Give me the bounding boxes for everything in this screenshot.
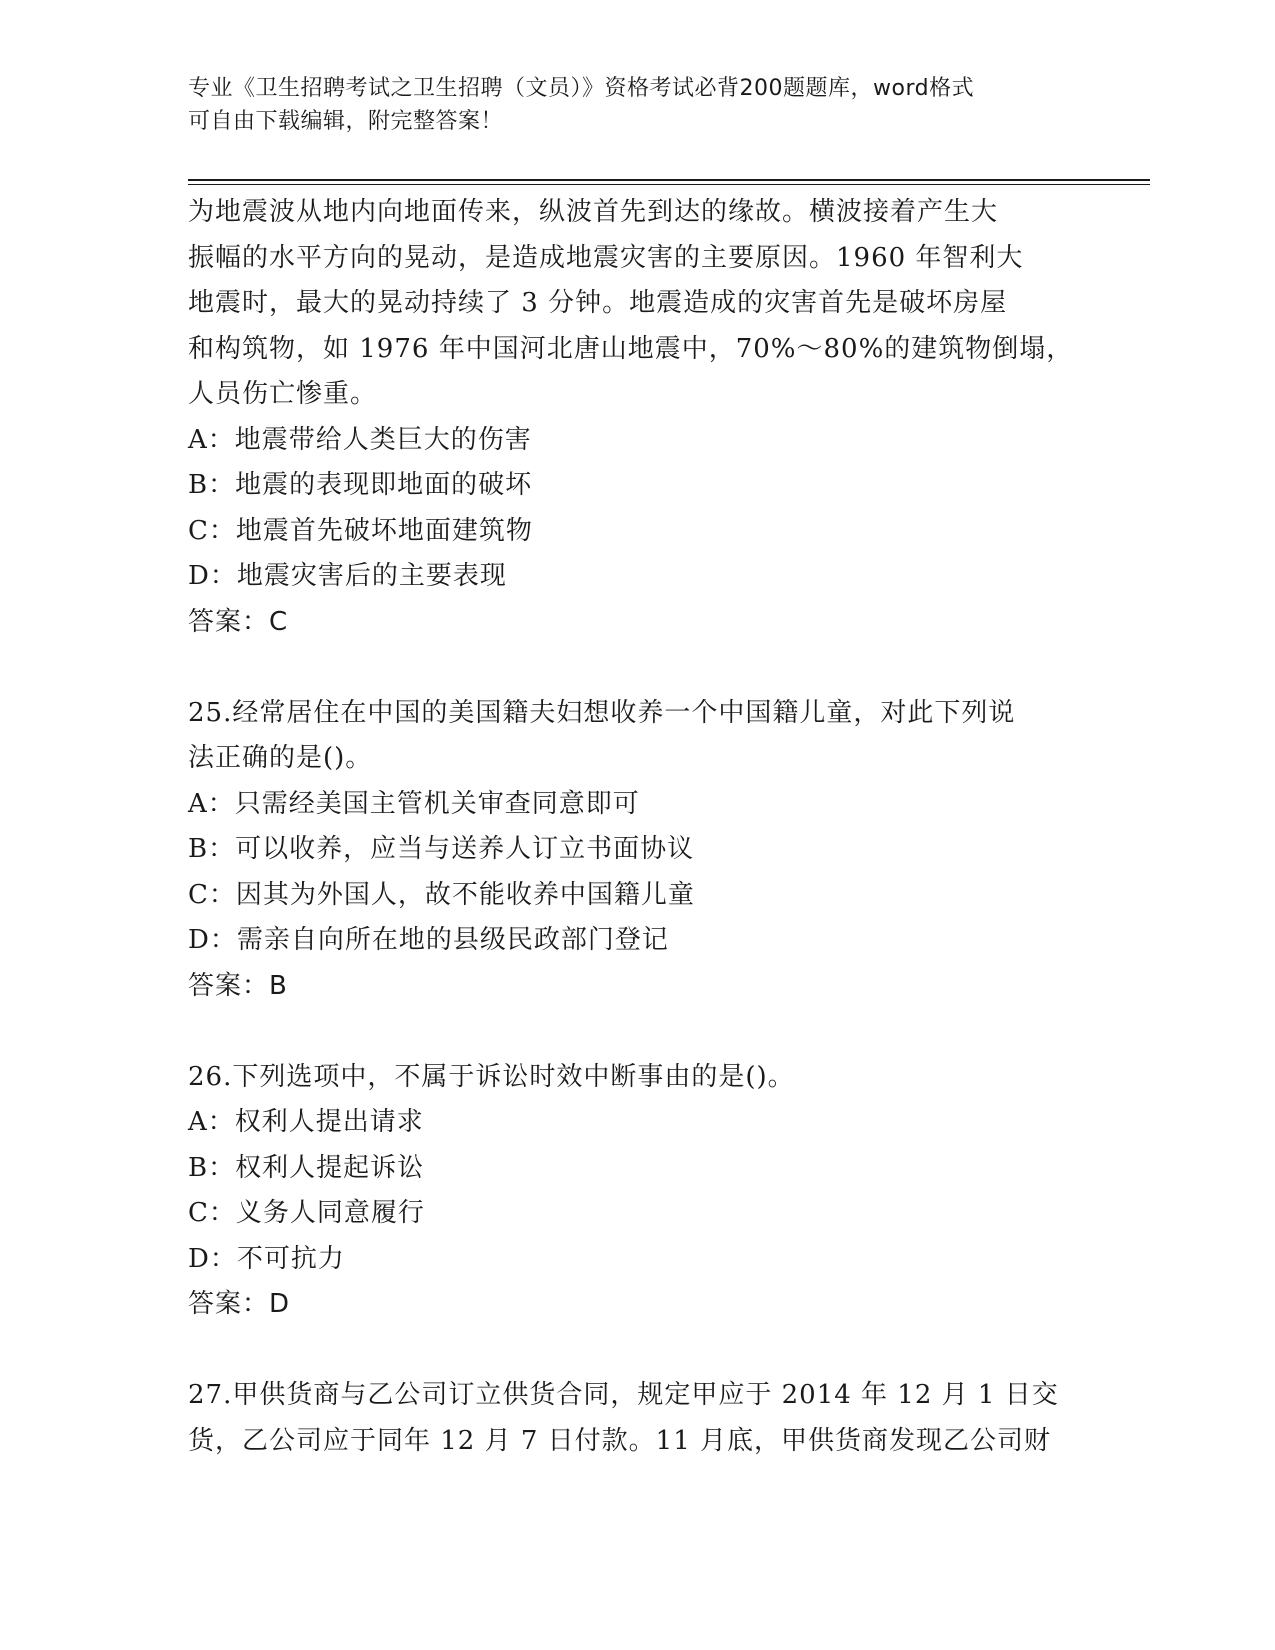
option-c: C：因其为外国人，故不能收养中国籍儿童 — [188, 879, 695, 910]
header-line-1: 专业《卫生招聘考试之卫生招聘（文员）》资格考试必背200题题库，word格式 — [188, 76, 975, 101]
question-text-line: 人员伤亡惨重。 — [188, 379, 378, 409]
question-text-line: 25.经常居住在中国的美国籍夫妇想收养一个中国籍儿童，对此下列说 — [188, 697, 1016, 728]
header-divider-thin — [188, 184, 1150, 185]
header-line-2: 可自由下载编辑，附完整答案！ — [188, 109, 504, 134]
option-a: A：只需经美国主管机关审查同意即可 — [188, 788, 640, 819]
spacer — [188, 645, 1088, 691]
question-text-line: 和构筑物，如 1976 年中国河北唐山地震中，70%～80%的建筑物倒塌， — [188, 333, 1074, 364]
option-a: A：权利人提出请求 — [188, 1107, 424, 1137]
option-d: D：需亲自向所在地的县级民政部门登记 — [188, 925, 669, 955]
option-b: B：可以收养，应当与送养人订立书面协议 — [188, 834, 695, 864]
spacer — [188, 1009, 1088, 1055]
option-b: B：权利人提起诉讼 — [188, 1152, 425, 1183]
header-divider-thick — [188, 179, 1150, 181]
option-d: D：地震灾害后的主要表现 — [188, 561, 507, 591]
option-c: C：义务人同意履行 — [188, 1198, 425, 1228]
question-26 — [188, 1055, 1088, 1328]
question-text-line: 为地震波从地内向地面传来，纵波首先到达的缘故。横波接着产生大 — [188, 197, 999, 227]
answer: 答案：B — [188, 970, 288, 1001]
option-b: B：地震的表现即地面的破坏 — [188, 470, 533, 500]
option-c: C：地震首先破坏地面建筑物 — [188, 515, 533, 546]
question-24 — [188, 190, 1088, 645]
answer: 答案：C — [188, 606, 289, 637]
option-a: A：地震带给人类巨大的伤害 — [188, 424, 532, 455]
question-25 — [188, 691, 1088, 1010]
answer: 答案：D — [188, 1289, 291, 1319]
question-text-line: 地震时，最大的晃动持续了 3 分钟。地震造成的灾害首先是破坏房屋 — [188, 288, 1008, 318]
question-text-line: 法正确的是()。 — [188, 743, 373, 773]
spacer — [188, 1328, 1088, 1374]
question-text-line: 振幅的水平方向的晃动，是造成地震灾害的主要原因。1960 年智利大 — [188, 242, 1024, 273]
question-27 — [188, 1373, 1088, 1464]
document-body — [188, 190, 1088, 1464]
question-text-line: 26.下列选项中，不属于诉讼时效中断事由的是()。 — [188, 1061, 795, 1092]
question-text-line: 货，乙公司应于同年 12 月 7 日付款。11 月底，甲供货商发现乙公司财 — [188, 1425, 1052, 1456]
option-d: D：不可抗力 — [188, 1243, 345, 1274]
document-header — [188, 72, 1088, 138]
question-text-line: 27.甲供货商与乙公司订立供货合同，规定甲应于 2014 年 12 月 1 日交 — [188, 1380, 1059, 1410]
